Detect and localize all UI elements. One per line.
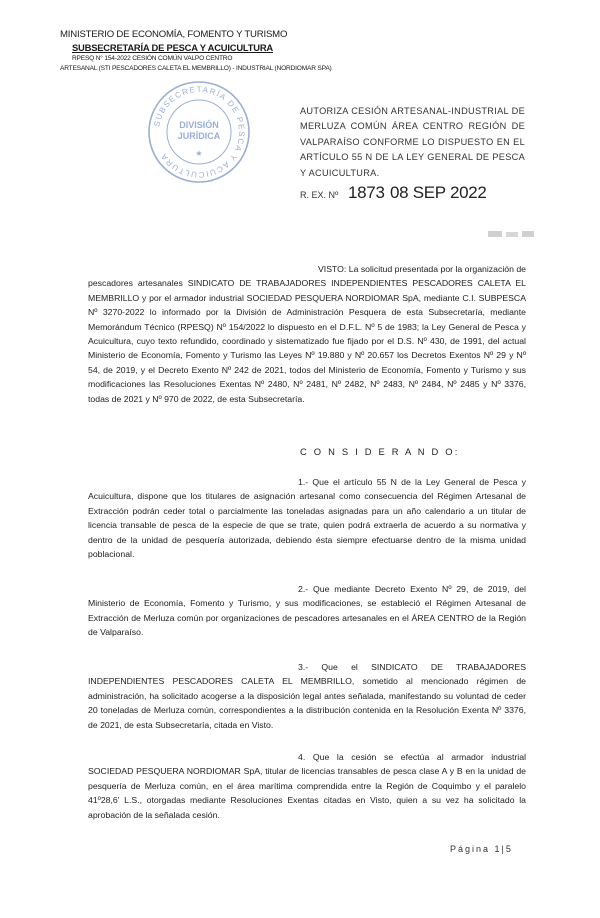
ministry-name: MINISTERIO DE ECONOMÍA, FOMENTO Y TURISMO xyxy=(60,29,288,40)
visto-section xyxy=(88,262,526,406)
resolution-number: 1873 xyxy=(348,183,385,202)
resolution-date: 08 SEP 2022 xyxy=(390,183,487,202)
svg-text:★: ★ xyxy=(195,149,203,158)
stamp-smudge xyxy=(488,230,536,238)
visto-paragraph: VISTO: La solicitud presentada por la organización de pescadores artesanales SINDICATO DE TRABAJADORES INDEPENDIENTES PESCADORES CALETA EL MEMBRILLO y por el armador industrial SOCIEDAD PESQUERA NORDIOMAR SpA, mediante C.I. SUBPESCA Nº 3270-2022 lo informado por la División de Administración Pesquera de esta Subsecretaría, mediante Memorándum Técnico (RPESQ) Nº 154/2022 lo dispuesto en el D.F.L. Nº 5 de 1983; la Ley General de Pesca y Acuicultura, cuyo texto refundido, coordinado y sistematizado fue fijado por el D.S. Nº 430, de 1991, del actual Ministerio de Economía, Fomento y Turismo las Leyes Nº 19.880 y Nº 20.657 los Decretos Exentos Nº 29 y Nº 54, de 2019, y el Decreto Exento Nº 242 de 2021, todos del Ministerio de Economía, Fomento y Turismo y sus modificaciones las Resoluciones Exentas Nº 2480, Nº 2481, Nº 2482, Nº 2483, Nº 2484, Nº 2485 y Nº 3376, todas de 2021 y Nº 970 de 2022, de esta Subsecretaría. xyxy=(88,264,526,404)
considerando-paragraph-2 xyxy=(88,582,526,640)
reference-line-2: ARTESANAL (STI PESCADORES CALETA EL MEMBRILLO) - INDUSTRIAL (NORDIOMAR SPA) xyxy=(60,65,332,72)
considerando-heading: C O N S I D E R A N D O: xyxy=(300,446,460,457)
division-juridica-seal xyxy=(145,78,253,186)
svg-text:JURÍDICA: JURÍDICA xyxy=(177,131,221,141)
subsecretaria-name: SUBSECRETARÍA DE PESCA Y ACUICULTURA xyxy=(72,42,273,53)
paragraph-text: 3.- Que el SINDICATO DE TRABAJADORES INDEPENDIENTES PESCADORES CALETA EL MEMBRILLO, sometido al mencionado régimen de administración, ha solicitado acogerse a la disposición legal antes señalada, manifestando su voluntad de ceder 20 toneladas de Merluza común, correspondientes a la distribución contenida en la Resolución Exenta Nº 3376, de 2021, de esta Subsecretaría, citada en Visto. xyxy=(88,662,526,730)
svg-text:SUBSECRETARÍA DE PESCA Y ACUIC: SUBSECRETARÍA DE PESCA Y ACUICULTURA xyxy=(152,84,247,180)
svg-text:DIVISIÓN: DIVISIÓN xyxy=(179,120,219,130)
considerando-paragraph-4 xyxy=(88,750,526,822)
reference-line-1: RPESQ N° 154-2022 CESIÓN COMÚN VALPO CENTRO xyxy=(72,55,233,62)
resolution-label: R. EX. Nº xyxy=(300,190,339,200)
page-number: Página 1|5 xyxy=(450,844,513,854)
paragraph-text: 1.- Que el artículo 55 N de la Ley General de Pesca y Acuicultura, dispone que los titulares de asignación artesanal como consecuencia del Régimen Artesanal de Extracción podrán ceder total o parcialmente las toneladas asignadas para un año calendario a un titular de licencia transable de pesca de la especie de que se trate, quien podrá extraerla de acuerdo a su normativa y dentro de la unidad de pesquería autorizada, debiendo ésta siempre efectuarse dentro de la misma unidad poblacional. xyxy=(88,477,526,560)
considerando-paragraph-3 xyxy=(88,660,526,732)
paragraph-text: 2.- Que mediante Decreto Exento Nº 29, de 2019, del Ministerio de Economía, Fomento y Turismo, y sus modificaciones, se estableció el Régimen Artesanal de Extracción de Merluza común por organizaciones de pescadores artesanales en el ÁREA CENTRO de la Región de Valparaíso. xyxy=(88,584,526,638)
document-header xyxy=(60,28,380,74)
considerando-paragraph-1 xyxy=(88,475,526,561)
paragraph-text: 4. Que la cesión se efectúa al armador industrial SOCIEDAD PESQUERA NORDIOMAR SpA, titular de licencias transables de pesca clase A y B en la unidad de pesquería de Merluza común, en el área marítima comprendida entre la Región de Coquimbo y el paralelo 41º28,6' L.S., otorgadas mediante Resoluciones Exentas citadas en Visto, quien a su vez ha solicitado la aprobación de la señalada cesión. xyxy=(88,752,526,820)
resolution-title: AUTORIZA CESIÓN ARTESANAL-INDUSTRIAL DE MERLUZA COMÚN ÁREA CENTRO REGIÓN DE VALPARAÍSO CONFORME LO DISPUESTO EN EL ARTÍCULO 55 N DE LA LEY GENERAL DE PESCA Y ACUICULTURA. xyxy=(300,106,525,178)
